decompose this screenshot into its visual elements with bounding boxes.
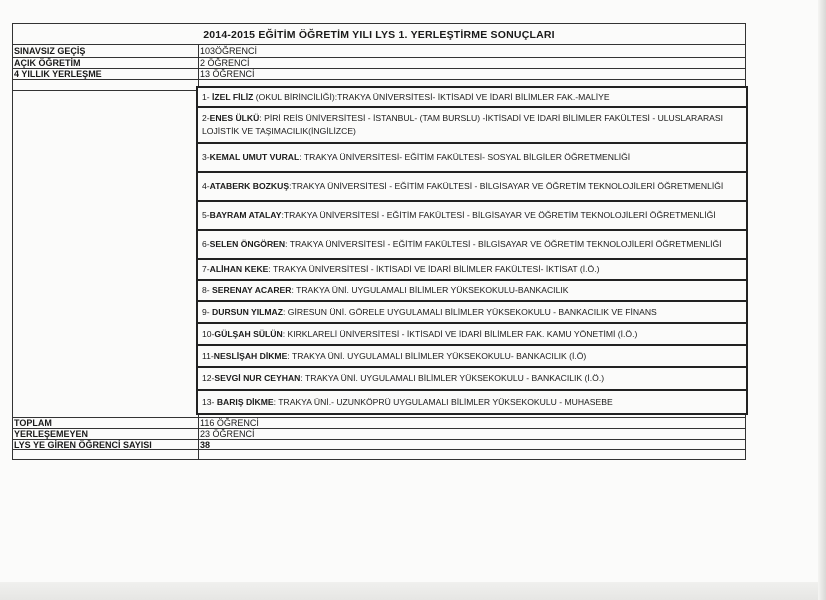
student-row xyxy=(196,171,748,202)
scan-bottom-edge xyxy=(0,582,826,600)
student-placement: (OKUL BİRİNCİLİĞİ):TRAKYA ÜNİVERSİTESİ- İKTİSADİ VE İDARİ BİLİMLER FAK.-MALİYE xyxy=(253,91,610,102)
student-placement: : TRAKYA ÜNİVERSİTESİ - EĞİTİM FAKÜLTESİ - BİLGİSAYAR VE ÖĞRETİM TEKNOLOJİLERİ ÖĞRETMENLİĞİ xyxy=(285,239,722,249)
student-name: ENES ÜLKÜ xyxy=(209,113,260,123)
summary-value-sinavsiz: 103ÖĞRENCİ xyxy=(200,46,258,56)
scan-right-edge xyxy=(818,0,826,600)
student-name: İZEL FİLİZ xyxy=(212,91,254,102)
student-number: 9- xyxy=(202,306,213,317)
student-number: 5- xyxy=(202,210,210,220)
summary-value-4-yillik: 13 ÖĞRENCİ xyxy=(200,69,255,79)
student-number: 10- xyxy=(202,328,215,339)
row-divider xyxy=(12,90,198,91)
student-row xyxy=(196,344,748,368)
student-number: 13- xyxy=(202,396,217,407)
student-name: NESLİŞAH DİKME xyxy=(213,350,288,361)
summary-value-lys-giren: 38 xyxy=(200,440,211,450)
student-row xyxy=(196,279,748,302)
student-placement: : TRAKYA ÜNİ. UYGULAMALI BİLİMLER YÜKSEKOKULU-BANKACILIK xyxy=(291,285,569,295)
student-name: SEVGİ NUR CEYHAN xyxy=(214,373,301,383)
student-name: ALİHAN KEKE xyxy=(209,264,269,274)
student-name: SELEN ÖNGÖREN xyxy=(209,239,286,249)
student-row xyxy=(196,106,748,144)
student-number: 12- xyxy=(202,373,215,383)
student-row xyxy=(196,229,748,260)
student-row xyxy=(196,300,748,324)
student-name: GÜLŞAH SÜLÜN xyxy=(214,328,283,339)
student-name: ATABERK BOZKUŞ xyxy=(209,181,290,191)
summary-value-acik-ogretim: 2 ÖĞRENCİ xyxy=(200,58,250,68)
student-placement: : PİRİ REİS ÜNİVERSİTESİ - İSTANBUL- (TAM BURSLU) -İKTİSADİ VE İDARİ BİLİMLER FAKÜLTESİ - ULUSLARARASI LOJİSTİK VE TAŞIMACILIK(İNGİLİZCE) xyxy=(202,113,724,136)
page-title: 2014-2015 EĞİTİM ÖĞRETİM YILI LYS 1. YERLEŞTİRME SONUÇLARI xyxy=(203,29,555,41)
student-row xyxy=(196,366,748,391)
student-row xyxy=(196,322,748,346)
summary-label-lys-giren: LYS YE GİREN ÖĞRENCİ SAYISI xyxy=(14,440,152,450)
student-name: SERENAY ACARER xyxy=(212,285,292,295)
summary-label-4-yillik: 4 YILLIK YERLEŞME xyxy=(14,69,102,79)
student-number: 6- xyxy=(202,239,210,249)
student-number: 4- xyxy=(202,181,210,191)
student-name: BARIŞ DİKME xyxy=(216,396,274,407)
student-row xyxy=(196,258,748,281)
student-number: 2- xyxy=(202,113,210,123)
student-row xyxy=(196,142,748,173)
student-row xyxy=(196,86,748,108)
summary-label-toplam: TOPLAM xyxy=(14,418,52,428)
student-placement: : TRAKYA ÜNİVERSİTESİ - İKTİSADİ VE İDARİ BİLİMLER FAKÜLTESİ- İKTİSAT (İ.Ö.) xyxy=(268,264,600,274)
student-row xyxy=(196,200,748,231)
summary-value-yerlesemeyen: 23 ÖĞRENCİ xyxy=(200,429,255,439)
student-placement: : TRAKYA ÜNİ.- UZUNKÖPRÜ UYGULAMALI BİLİMLER YÜKSEKOKULU - MUHASEBE xyxy=(273,396,613,407)
student-placement: :TRAKYA ÜNİVERSİTESİ - EĞİTİM FAKÜLTESİ - BİLGİSAYAR VE ÖĞRETİM TEKNOLOJİLERİ ÖĞRETMENLİĞİ xyxy=(289,181,724,191)
student-number: 7- xyxy=(202,264,210,274)
student-number: 3- xyxy=(202,152,210,162)
student-number: 8- xyxy=(202,285,213,295)
student-name: BAYRAM ATALAY xyxy=(209,210,282,220)
student-number: 11- xyxy=(202,350,214,361)
student-name: KEMAL UMUT VURAL xyxy=(209,152,300,162)
summary-value-toplam: 116 ÖĞRENCİ xyxy=(200,418,259,428)
student-number: 1- xyxy=(202,91,213,102)
student-placement: :TRAKYA ÜNİVERSİTESİ - EĞİTİM FAKÜLTESİ - BİLGİSAYAR VE ÖĞRETİM TEKNOLOJİLERİ ÖĞRETMENLİĞİ xyxy=(281,210,716,220)
student-placement: : GİRESUN ÜNİ. GÖRELE UYGULAMALI BİLİMLER YÜKSEKOKULU - BANKACILIK VE FİNANS xyxy=(283,306,657,317)
summary-label-yerlesemeyen: YERLEŞEMEYEN xyxy=(14,429,89,439)
row-divider xyxy=(12,79,746,80)
student-placement: : TRAKYA ÜNİVERSİTESİ- EĞİTİM FAKÜLTESİ- SOSYAL BİLGİLER ÖĞRETMENLİĞİ xyxy=(299,152,631,162)
student-placement: : TRAKYA ÜNİ. UYGULAMALI BİLİMLER YÜKSEKOKULU - BANKACILIK (İ.Ö.) xyxy=(300,373,605,383)
student-name: DURSUN YILMAZ xyxy=(212,306,284,317)
student-placement: : KIRKLARELİ ÜNİVERSİTESİ - İKTİSADİ VE İDARİ BİLİMLER FAK. KAMU YÖNETİMİ (İ.Ö.) xyxy=(282,328,638,339)
student-row xyxy=(196,389,748,415)
summary-label-sinavsiz: SINAVSIZ GEÇİŞ xyxy=(14,46,86,56)
student-placement: : TRAKYA ÜNİ. UYGULAMALI BİLİMLER YÜKSEKOKULU- BANKACILIK (İ.Ö) xyxy=(287,350,587,361)
summary-label-acik-ogretim: AÇIK ÖĞRETİM xyxy=(14,58,81,68)
